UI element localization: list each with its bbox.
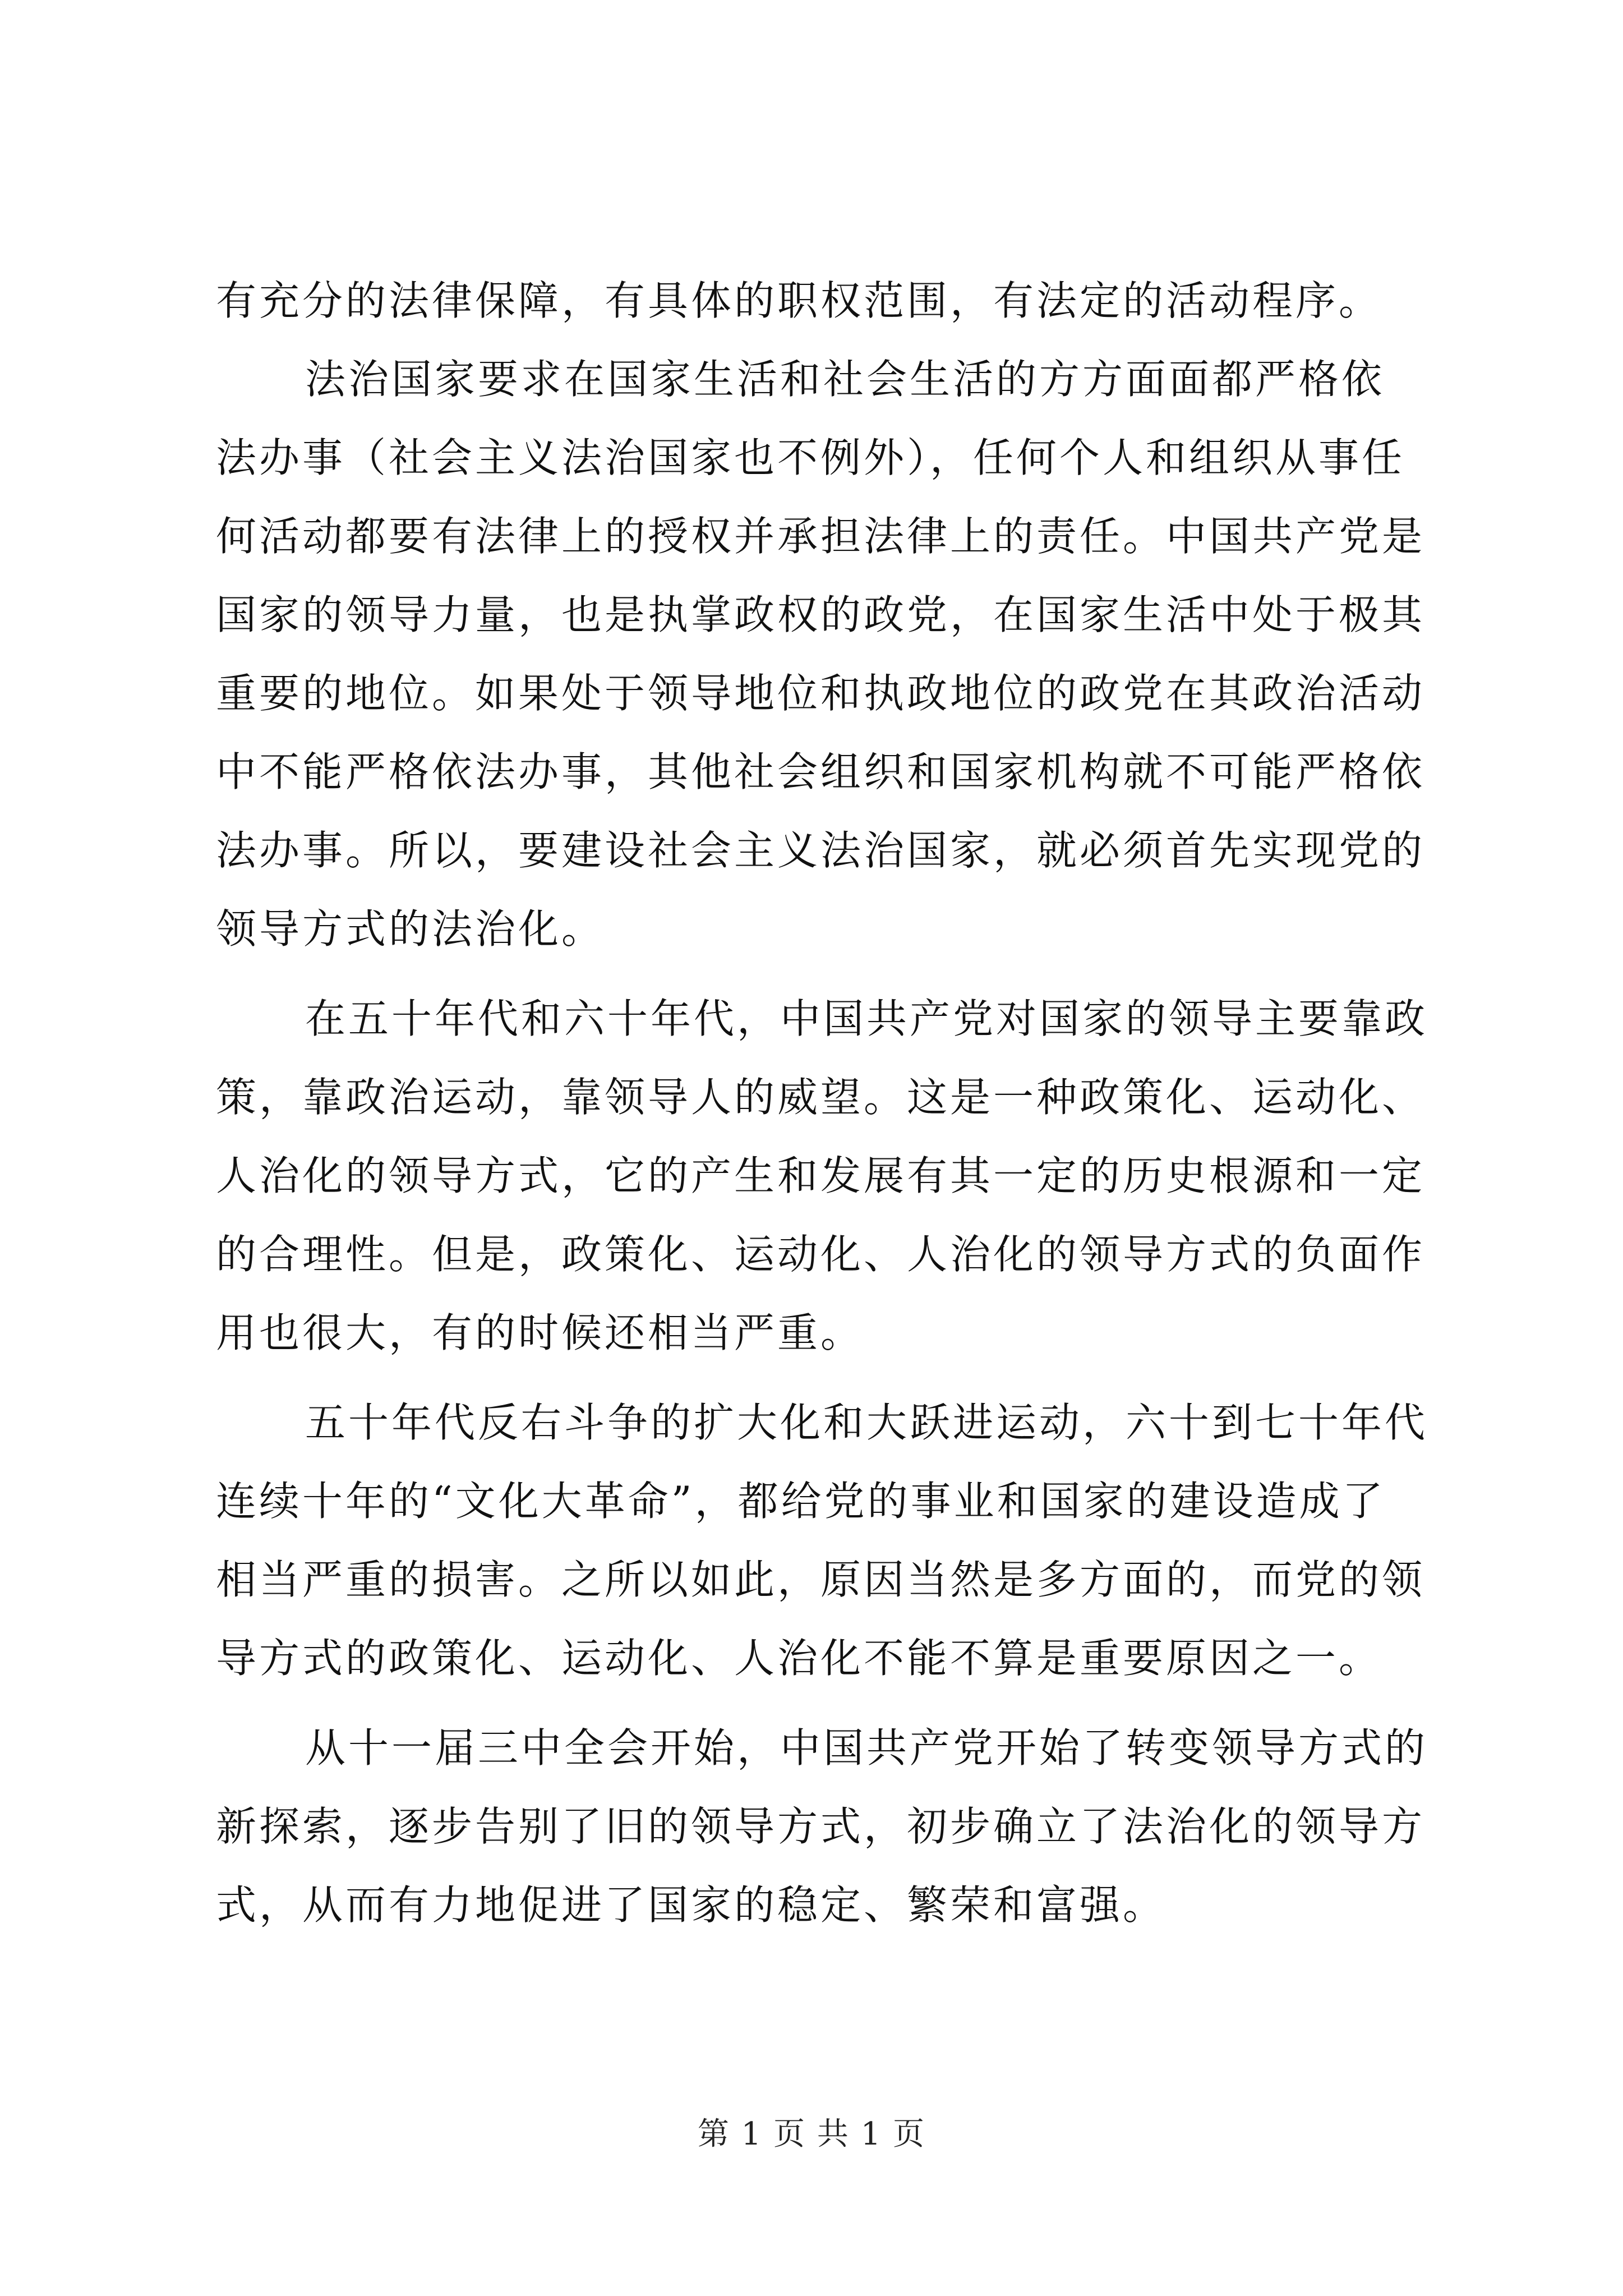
text-line: 重要的地位。如果处于领导地位和执政地位的政党在其政治活动 bbox=[216, 670, 1426, 717]
text-line: 新探索，逐步告别了旧的领导方式，初步确立了法治化的领导方 bbox=[216, 1803, 1426, 1850]
text-line: 相当严重的损害。之所以如此，原因当然是多方面的，而党的领 bbox=[216, 1556, 1426, 1603]
text-line: 用也很大，有的时候还相当严重。 bbox=[216, 1309, 864, 1356]
text-line: 策，靠政治运动，靠领导人的威望。这是一种政策化、运动化、 bbox=[216, 1074, 1426, 1121]
text-line: 连续十年的“文化大革命”，都给党的事业和国家的建设造成了 bbox=[216, 1478, 1386, 1525]
paragraph-first-line: 法治国家要求在国家生活和社会生活的方方面面都严格依 bbox=[305, 356, 1385, 403]
text-line: 式，从而有力地促进了国家的稳定、繁荣和富强。 bbox=[216, 1881, 1166, 1929]
text-line: 的合理性。但是，政策化、运动化、人治化的领导方式的负面作 bbox=[216, 1231, 1426, 1278]
text-line: 领导方式的法治化。 bbox=[216, 905, 605, 953]
text-line: 国家的领导力量，也是执掌政权的政党，在国家生活中处于极其 bbox=[216, 591, 1426, 638]
text-line: 有充分的法律保障，有具体的职权范围，有法定的活动程序。 bbox=[216, 277, 1382, 324]
paragraph-first-line: 五十年代反右斗争的扩大化和大跃进运动，六十到七十年代 bbox=[305, 1399, 1428, 1446]
paragraph-first-line: 在五十年代和六十年代，中国共产党对国家的领导主要靠政 bbox=[305, 995, 1428, 1042]
text-line: 人治化的领导方式，它的产生和发展有其一定的历史根源和一定 bbox=[216, 1152, 1426, 1199]
text-line: 导方式的政策化、运动化、人治化不能不算是重要原因之一。 bbox=[216, 1635, 1382, 1682]
text-line: 中不能严格依法办事，其他社会组织和国家机构就不可能严格依 bbox=[216, 748, 1426, 795]
page-number-footer: 第 1 页 共 1 页 bbox=[697, 2116, 926, 2152]
paragraph-first-line: 从十一届三中全会开始，中国共产党开始了转变领导方式的 bbox=[305, 1724, 1428, 1772]
text-line: 法办事（社会主义法治国家也不例外），任何个人和组织从事任 bbox=[216, 434, 1405, 481]
text-line: 法办事。所以，要建设社会主义法治国家，就必须首先实现党的 bbox=[216, 827, 1426, 874]
text-line: 何活动都要有法律上的授权并承担法律上的责任。中国共产党是 bbox=[216, 513, 1426, 560]
